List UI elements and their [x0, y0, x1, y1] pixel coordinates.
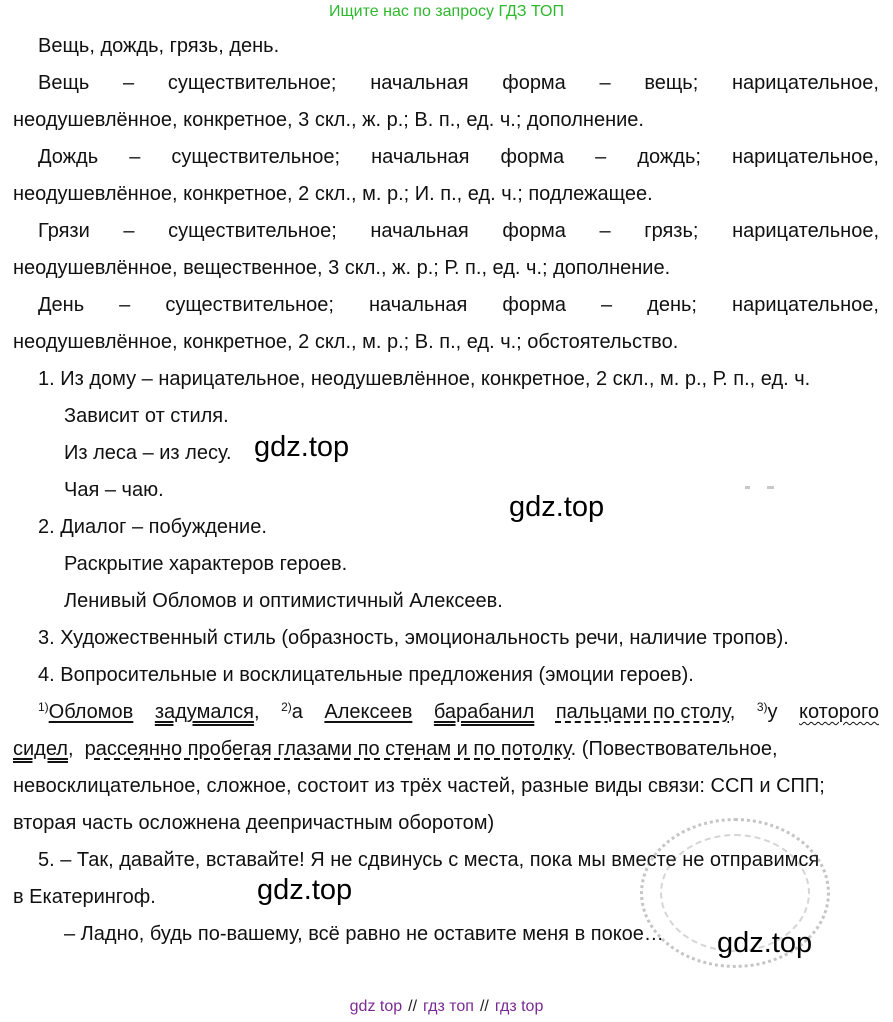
comma: , — [253, 701, 260, 723]
item-1-lesa: Из леса – из лесу. — [64, 442, 232, 464]
entry-word: начальная — [371, 146, 470, 168]
item-1-style: Зависит от стиля. — [64, 405, 229, 427]
analysis-tail: . (Повествовательное, — [570, 738, 778, 760]
analysis-part2 — [281, 699, 303, 725]
entry-word: – — [123, 72, 135, 94]
entry-word: существительное; — [168, 220, 337, 242]
entry-den-line1 — [38, 292, 879, 318]
footer-links — [0, 997, 893, 1017]
analysis-part1 — [38, 699, 133, 725]
entry-word: существительное; — [167, 72, 337, 94]
item-2-characters: Раскрытие характеров героев. — [64, 553, 348, 575]
predicate-barabanil: барабанил — [433, 701, 535, 723]
analysis-line2: сидел, рассеянно пробегая глазами по стенам и по потолку. (Повествовательное, — [13, 738, 778, 760]
item-2: 2. Диалог – побуждение. — [38, 516, 267, 538]
entry-dozhd-line1 — [38, 144, 879, 170]
entry-word: нарицательное, — [732, 146, 879, 168]
subject-alekseev: Алексеев — [324, 701, 413, 723]
footer-link-gdz-top-mixed[interactable]: гдз top — [494, 998, 544, 1015]
analysis-part3 — [757, 699, 778, 725]
analysis-line1 — [38, 699, 879, 725]
entry-gryazi-line2: неодушевлённое, вещественное, 3 скл., ж. р.; Р. п., ед. ч.; дополнение. — [13, 257, 671, 279]
conjunction-a: а — [291, 701, 303, 723]
entry-word: – — [129, 146, 141, 168]
entry-word: день; — [647, 294, 697, 316]
footer-sep-2: // — [479, 998, 489, 1015]
entry-word: существительное; — [165, 294, 334, 316]
entry-word: форма — [502, 294, 566, 316]
analysis-paltsami — [556, 699, 735, 725]
analysis-line3: невосклицательное, сложное, состоит из трёх частей, разные виды связи: ССП и СПП; — [13, 775, 825, 797]
item-3: 3. Художественный стиль (образность, эмоциональность речи, наличие тропов). — [38, 627, 789, 649]
entry-word: форма — [502, 72, 566, 94]
analysis-line4: вторая часть осложнена деепричастным оборотом) — [13, 812, 495, 834]
entry-word: – — [599, 220, 611, 242]
entry-vesch-line1 — [38, 70, 879, 96]
entry-gryazi-line1 — [38, 218, 879, 244]
entry-word: Вещь — [38, 72, 90, 94]
footer-link-gdz-top-ru[interactable]: гдз топ — [423, 998, 474, 1015]
predicate-sidel: сидел — [13, 738, 68, 760]
preposition-u: у — [767, 701, 778, 723]
adverbial-paltsami: пальцами по столу — [555, 701, 730, 723]
footer-sep-1: // — [408, 998, 418, 1015]
watermark-4: gdz.top — [717, 927, 813, 959]
footer-link-gdz-top[interactable]: gdz top — [349, 998, 403, 1015]
entry-dozhd-line2: неодушевлённое, конкретное, 2 скл., м. р.; И. п., ед. ч.; подлежащее. — [13, 183, 653, 205]
analysis-part1b — [155, 699, 260, 725]
subject-oblomov: Обломов — [48, 701, 134, 723]
entry-word: – — [123, 220, 135, 242]
part-marker-3: 3) — [756, 700, 768, 714]
entry-word: начальная — [369, 294, 468, 316]
entry-word: начальная — [370, 72, 469, 94]
scan-specks — [745, 486, 775, 490]
entry-word: нарицательное, — [731, 72, 879, 94]
part-marker-1: 1) — [38, 700, 49, 714]
entry-word: начальная — [370, 220, 469, 242]
entry-word: – — [599, 72, 611, 94]
predicate-zadumalsya: задумался — [154, 701, 254, 723]
entry-word: форма — [502, 220, 566, 242]
entry-word: нарицательное, — [732, 294, 879, 316]
dialogue-line1-end: в Екатерингоф. — [13, 886, 156, 908]
entry-word: существительное; — [171, 146, 341, 168]
entry-word: грязь; — [644, 220, 699, 242]
item-1: 1. Из дому – нарицательное, неодушевлённое, конкретное, 2 скл., м. р., Р. п., ед. ч. — [38, 368, 811, 390]
entry-word: дождь; — [637, 146, 701, 168]
comma: , — [729, 701, 736, 723]
participle-phrase: рассеянно пробегая глазами по стенам и по потолку — [84, 738, 571, 760]
entry-word: – — [601, 294, 613, 316]
entry-word: нарицательное, — [732, 220, 879, 242]
item-4: 4. Вопросительные и восклицательные предложения (эмоции героев). — [38, 664, 694, 686]
watermark-1: gdz.top — [254, 431, 350, 463]
watermark-2: gdz.top — [509, 491, 605, 523]
search-hint-header: Ищите нас по запросу ГДЗ ТОП — [329, 3, 564, 20]
entry-word: День — [38, 294, 85, 316]
entry-word: – — [119, 294, 131, 316]
item-1-chaya: Чая – чаю. — [64, 479, 164, 501]
entry-vesch-line2: неодушевлённое, конкретное, 3 скл., ж. р.; В. п., ед. ч.; дополнение. — [13, 109, 644, 131]
item-2-heroes: Ленивый Обломов и оптимистичный Алексеев. — [64, 590, 503, 612]
dialogue-line1: 5. – Так, давайте, вставайте! Я не сдвинусь с места, пока мы вместе не отправимся — [38, 849, 820, 871]
dialogue-line2: – Ладно, будь по-вашему, всё равно не оставите меня в покое… — [64, 923, 664, 945]
entry-word: Дождь — [38, 146, 99, 168]
entry-word: Грязи — [38, 220, 90, 242]
attribute-kotorogo: которого — [799, 701, 879, 723]
entry-den-line2: неодушевлённое, конкретное, 2 скл., м. р.; В. п., ед. ч.; обстоятельство. — [13, 331, 679, 353]
intro-line: Вещь, дождь, грязь, день. — [38, 35, 280, 57]
part-marker-2: 2) — [281, 700, 292, 714]
watermark-3: gdz.top — [257, 874, 353, 906]
entry-word: форма — [500, 146, 565, 168]
entry-word: – — [595, 146, 607, 168]
entry-word: вещь; — [644, 72, 699, 94]
